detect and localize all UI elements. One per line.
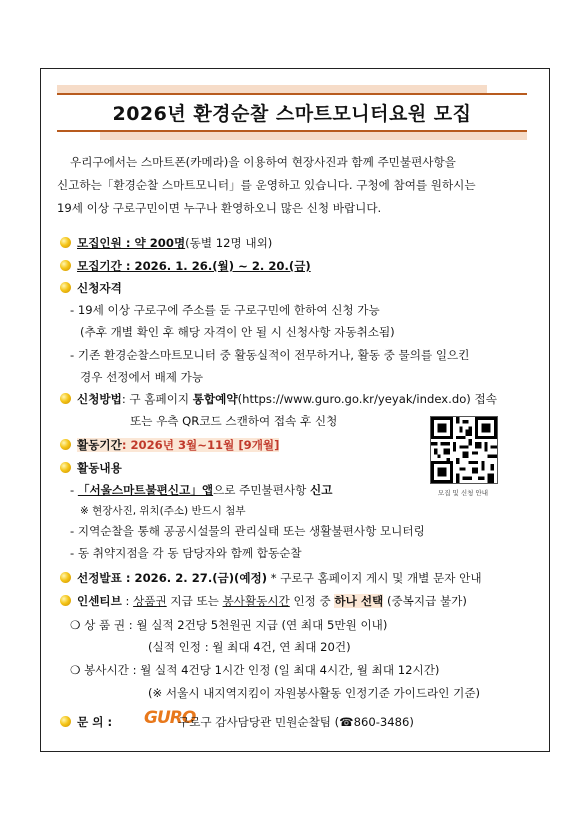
incentive-suffix: (중복지급 불가) [383, 594, 467, 608]
bullet-icon [60, 572, 71, 583]
guro-logo: GURO [144, 708, 196, 728]
bullet-icon [60, 595, 71, 606]
title-rule-top [57, 93, 527, 95]
activity-item-3: - 동 취약지점을 각 동 담당자와 함께 합동순찰 [70, 546, 302, 560]
bullet-icon [60, 716, 71, 727]
eligibility-item-2-cont: 경우 선정에서 배제 가능 [80, 370, 204, 384]
recruit-label: 모집인원 : 약 200명 [77, 236, 186, 250]
eligibility-item-2: - 기존 환경순찰스마트모니터 중 활동실적이 전무하거나, 활동 중 물의를 일으킨 [70, 348, 470, 362]
eligibility-label: 신청자격 [77, 281, 122, 295]
contact-value: 구로구 감사담당관 민원순찰팀 (☎860-3486) [178, 715, 414, 729]
method-prefix: : 구 홈페이지 [121, 392, 193, 406]
activity-period-label: 활동기간 [77, 438, 122, 452]
bullet-icon [60, 393, 71, 404]
announce-row [60, 570, 482, 586]
page-title: 2026년 환경순찰 스마트모니터요원 모집 [112, 103, 472, 125]
activity-label: 활동내용 [77, 461, 122, 475]
activity-item-1-mid: 으로 주민불편사항 [213, 483, 311, 497]
bullet-icon [60, 237, 71, 248]
recruit-row [60, 235, 272, 251]
qr-caption: 모집 및 신청 안내 [437, 489, 489, 497]
method-bold: 통합예약 [192, 392, 238, 406]
bullet-icon [60, 439, 71, 450]
incentive-choice: 하나 선택 [334, 594, 384, 608]
bullet-icon [60, 462, 71, 473]
activity-app-name: 「서울스마트불편신고」앱 [77, 483, 214, 497]
activity-item-1 [70, 482, 332, 498]
incentive-option-volunteer: 봉사활동시간 [222, 594, 290, 608]
incentive-gift: ❍ 상 품 권 : 월 실적 2건당 5천원권 지급 (연 최대 5만원 이내) [70, 618, 388, 632]
eligibility-item-1: - 19세 이상 구로구에 주소를 둔 구로구민에 한하여 신청 가능 [70, 303, 380, 317]
incentive-label: 인센티브 [77, 594, 122, 608]
period-label: 모집기간 : 2026. 1. 26.(월) ~ 2. 20.(금) [77, 259, 311, 273]
activity-period-value: : 2026년 3월~11월 [9개월] [121, 438, 280, 452]
incentive-row [60, 593, 467, 609]
incentive-sep: : [121, 594, 134, 608]
eligibility-row [60, 280, 122, 296]
bullet-icon [60, 260, 71, 271]
intro-line-2: 신고하는「환경순찰 스마트모니터」를 운영하고 있습니다. 구청에 참여를 원하시는 [57, 178, 476, 192]
activity-item-1-note: ※ 현장사진, 위치(주소) 반드시 첨부 [80, 505, 246, 517]
intro-line-1: 우리구에서는 스마트폰(카메라)을 이용하여 현장사진과 함께 주민불편사항을 [70, 155, 456, 169]
incentive-mid-1: 지급 또는 [166, 594, 223, 608]
incentive-option-gift: 상품권 [133, 594, 167, 608]
incentive-volunteer: ❍ 봉사시간 : 월 실적 4건당 1시간 인정 (일 최대 4시간, 월 최대 12시간) [70, 663, 440, 677]
intro-line-3: 19세 이상 구로구민이면 누구나 환영하오니 많은 신청 바랍니다. [57, 201, 382, 215]
bullet-icon [60, 282, 71, 293]
title-band-bottom [100, 132, 527, 140]
activity-period-row [60, 437, 279, 453]
method-line-2: 또는 우측 QR코드 스캔하여 접속 후 신청 [130, 414, 338, 428]
incentive-mid-2: 인정 중 [289, 594, 335, 608]
method-label: 신청방법 [77, 392, 122, 406]
recruit-suffix: (동별 12명 내외) [185, 236, 273, 250]
incentive-volunteer-note: (※ 서울시 내지역지킴이 자원봉사활동 인정기준 가이드라인 기준) [148, 686, 481, 700]
activity-item-2: - 지역순찰을 통해 공공시설물의 관리실태 또는 생활불편사항 모니터링 [70, 524, 425, 538]
title-band-top [57, 85, 487, 93]
activity-item-1-bold: 신고 [310, 483, 333, 497]
method-url[interactable]: (https://www.guro.go.kr/yeyak/index.do) 접속 [237, 392, 497, 406]
qr-code-icon[interactable] [430, 416, 498, 484]
eligibility-item-1-note: (추후 개별 확인 후 해당 자격이 안 될 시 신청사항 자동취소됨) [80, 325, 395, 339]
incentive-gift-note: (실적 인정 : 월 최대 4건, 연 최대 20건) [148, 640, 351, 654]
contact-label: 문 의 : [77, 715, 113, 729]
activity-row [60, 460, 122, 476]
announce-label: 선정발표 : 2026. 2. 27.(금)(예정) [77, 571, 268, 585]
method-row [60, 391, 497, 407]
activity-item-1-prefix: - [70, 483, 78, 497]
announce-suffix: * 구로구 홈페이지 게시 및 개별 문자 안내 [267, 571, 482, 585]
contact-row [60, 714, 112, 730]
period-row [60, 258, 311, 274]
